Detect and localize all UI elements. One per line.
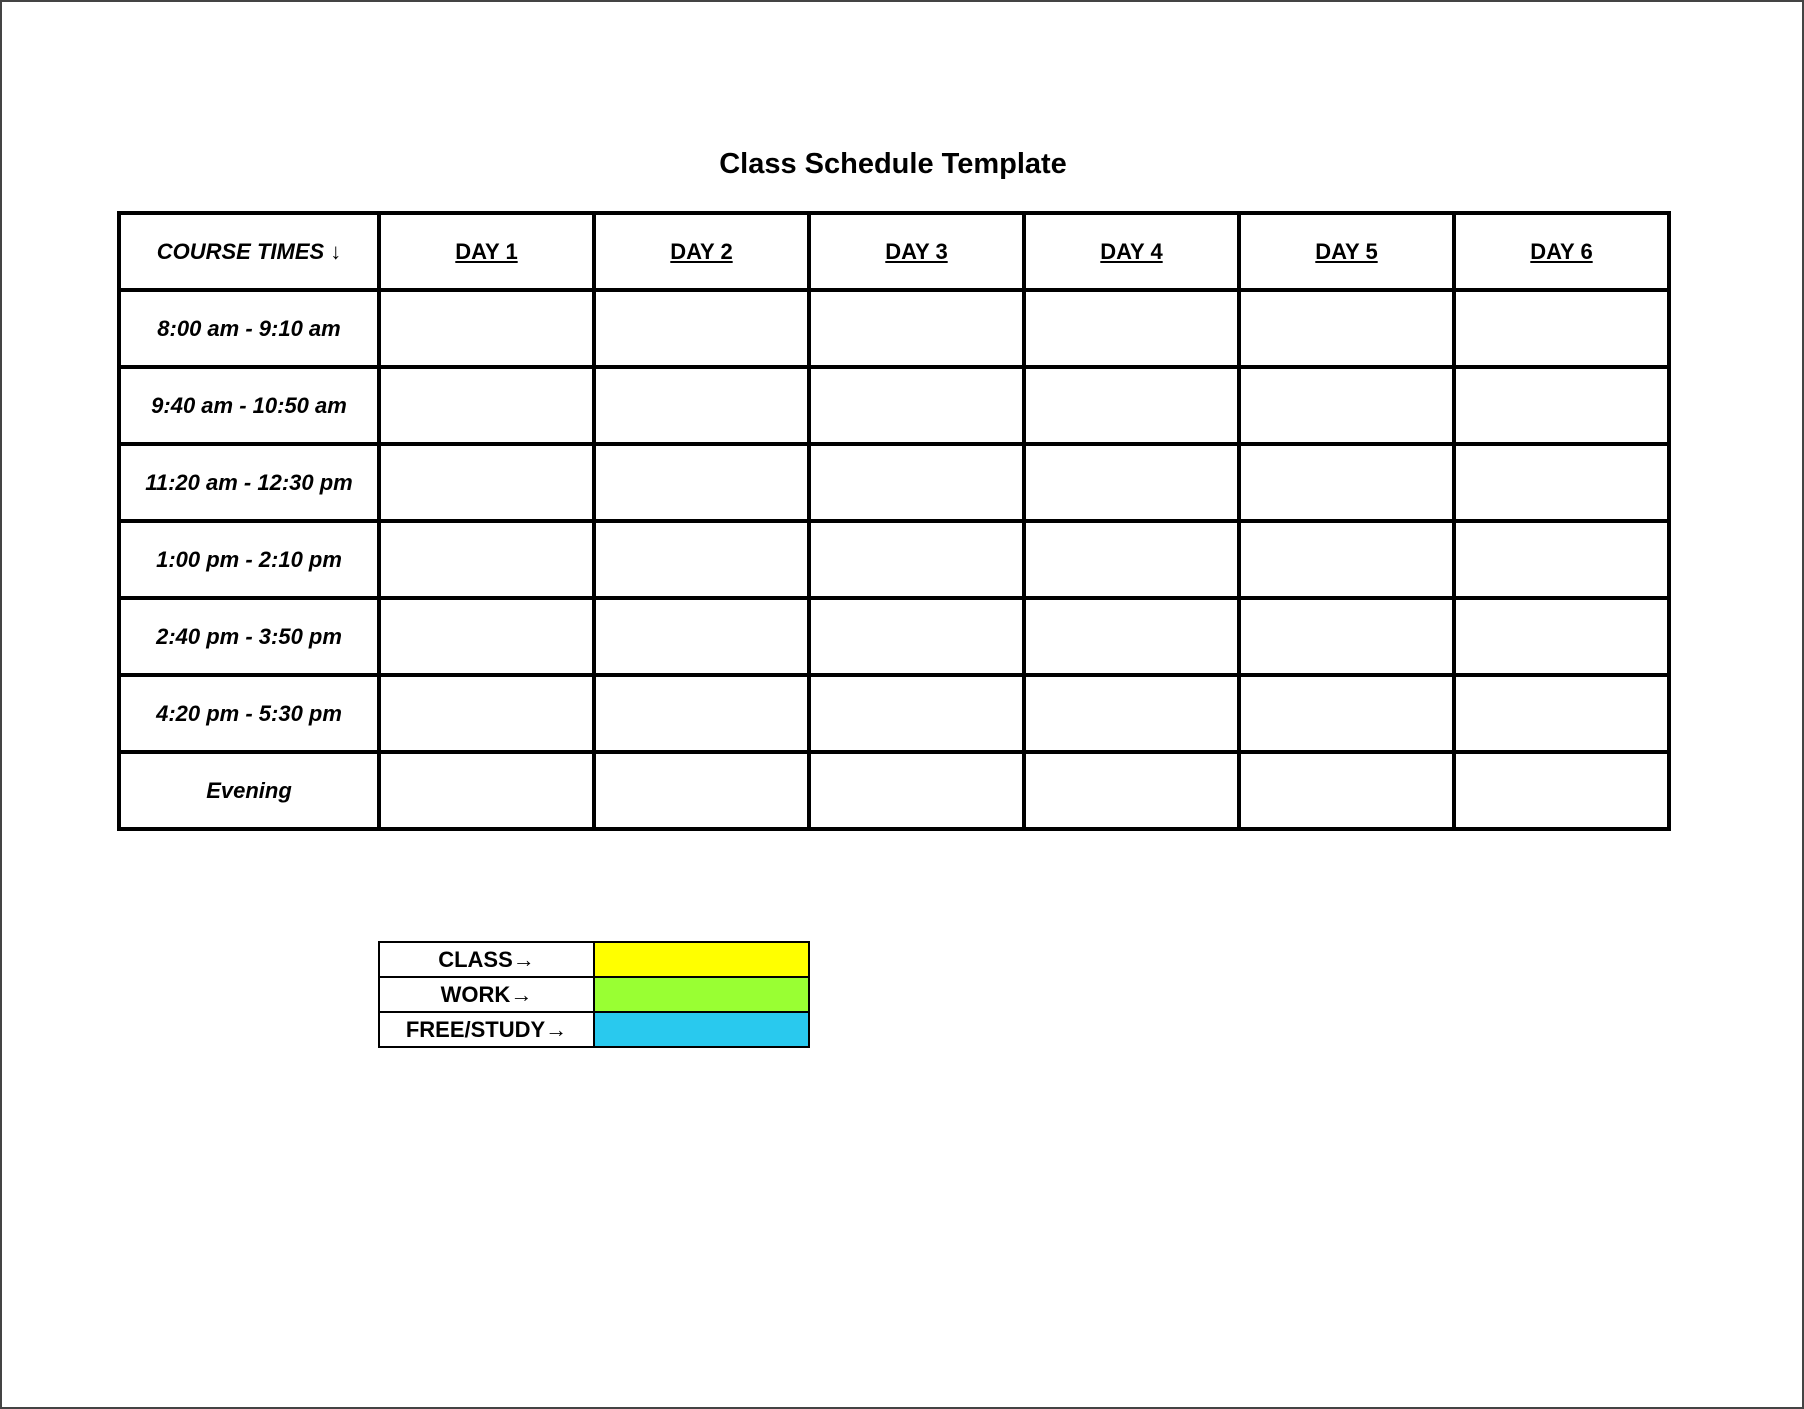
schedule-cell[interactable] — [1024, 598, 1239, 675]
day-header: DAY 1 — [379, 213, 594, 290]
schedule-cell[interactable] — [379, 675, 594, 752]
day-header: DAY 3 — [809, 213, 1024, 290]
legend-color-swatch — [594, 942, 809, 977]
schedule-cell[interactable] — [379, 290, 594, 367]
schedule-cell[interactable] — [379, 521, 594, 598]
schedule-cell[interactable] — [1024, 367, 1239, 444]
schedule-cell[interactable] — [1024, 290, 1239, 367]
schedule-cell[interactable] — [594, 290, 809, 367]
legend-color-swatch — [594, 977, 809, 1012]
time-slot-label: 1:00 pm - 2:10 pm — [119, 521, 379, 598]
schedule-cell[interactable] — [809, 752, 1024, 829]
schedule-cell[interactable] — [1239, 367, 1454, 444]
time-slot-label: 8:00 am - 9:10 am — [119, 290, 379, 367]
schedule-cell[interactable] — [1024, 675, 1239, 752]
legend-label: CLASS→ — [379, 942, 594, 977]
schedule-row — [119, 367, 1669, 444]
day-header: DAY 4 — [1024, 213, 1239, 290]
time-slot-label: 4:20 pm - 5:30 pm — [119, 675, 379, 752]
schedule-cell[interactable] — [809, 675, 1024, 752]
day-header: DAY 2 — [594, 213, 809, 290]
schedule-cell[interactable] — [594, 598, 809, 675]
schedule-cell[interactable] — [1454, 521, 1669, 598]
schedule-row — [119, 290, 1669, 367]
page-title: Class Schedule Template — [719, 148, 1067, 180]
legend-row — [379, 1012, 809, 1047]
legend-color-swatch — [594, 1012, 809, 1047]
legend-row — [379, 942, 809, 977]
schedule-cell[interactable] — [379, 444, 594, 521]
schedule-cell[interactable] — [594, 675, 809, 752]
day-header: DAY 5 — [1239, 213, 1454, 290]
schedule-cell[interactable] — [379, 598, 594, 675]
schedule-cell[interactable] — [1454, 444, 1669, 521]
schedule-cell[interactable] — [1239, 290, 1454, 367]
schedule-cell[interactable] — [1024, 521, 1239, 598]
time-slot-label: Evening — [119, 752, 379, 829]
schedule-cell[interactable] — [379, 752, 594, 829]
schedule-table — [117, 211, 1671, 831]
schedule-cell[interactable] — [1239, 598, 1454, 675]
schedule-cell[interactable] — [1239, 521, 1454, 598]
schedule-cell[interactable] — [1454, 367, 1669, 444]
legend-label: WORK→ — [379, 977, 594, 1012]
schedule-cell[interactable] — [1239, 752, 1454, 829]
schedule-cell[interactable] — [809, 367, 1024, 444]
schedule-cell[interactable] — [809, 444, 1024, 521]
legend-row — [379, 977, 809, 1012]
schedule-cell[interactable] — [809, 290, 1024, 367]
schedule-row — [119, 598, 1669, 675]
schedule-row — [119, 752, 1669, 829]
schedule-cell[interactable] — [1454, 675, 1669, 752]
schedule-cell[interactable] — [1454, 752, 1669, 829]
time-slot-label: 9:40 am - 10:50 am — [119, 367, 379, 444]
schedule-cell[interactable] — [594, 367, 809, 444]
schedule-cell[interactable] — [594, 521, 809, 598]
color-legend — [378, 941, 810, 1048]
schedule-cell[interactable] — [1454, 290, 1669, 367]
time-slot-label: 2:40 pm - 3:50 pm — [119, 598, 379, 675]
day-header: DAY 6 — [1454, 213, 1669, 290]
legend-label: FREE/STUDY→ — [379, 1012, 594, 1047]
time-slot-label: 11:20 am - 12:30 pm — [119, 444, 379, 521]
schedule-cell[interactable] — [379, 367, 594, 444]
schedule-row — [119, 444, 1669, 521]
schedule-cell[interactable] — [594, 444, 809, 521]
schedule-cell[interactable] — [1239, 675, 1454, 752]
course-times-header: COURSE TIMES ↓ — [119, 213, 379, 290]
schedule-row — [119, 521, 1669, 598]
schedule-cell[interactable] — [1024, 752, 1239, 829]
schedule-header-row — [119, 213, 1669, 290]
schedule-cell[interactable] — [809, 521, 1024, 598]
schedule-cell[interactable] — [1024, 444, 1239, 521]
schedule-cell[interactable] — [1454, 598, 1669, 675]
schedule-cell[interactable] — [594, 752, 809, 829]
schedule-row — [119, 675, 1669, 752]
schedule-cell[interactable] — [1239, 444, 1454, 521]
schedule-cell[interactable] — [809, 598, 1024, 675]
